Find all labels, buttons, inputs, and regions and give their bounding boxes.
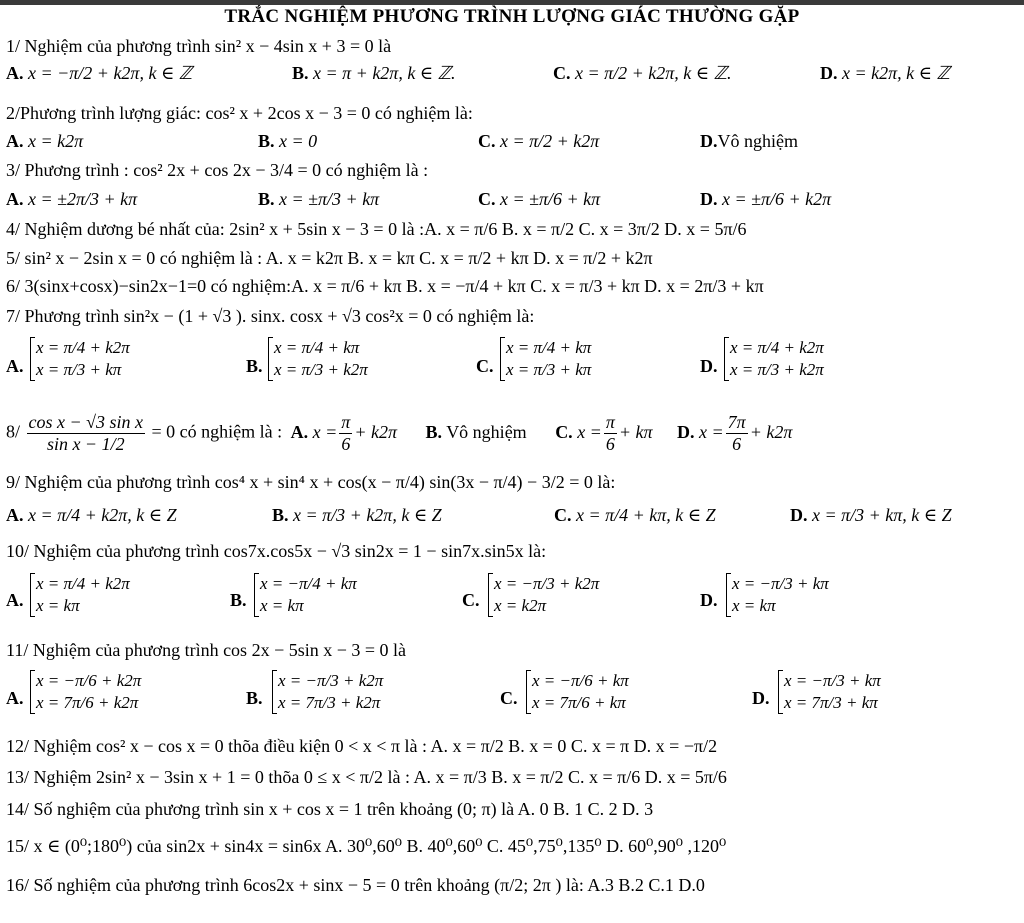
question-10-option-c[interactable]: x = −π/3 + k2π x = k2π [488,573,599,617]
top-border [0,0,1024,5]
question-1-option-c[interactable]: C. x = π/2 + k2π, k ∈ ℤ. [553,63,732,83]
question-3-option-d[interactable]: D. x = ±π/6 + k2π [700,189,832,209]
question-7-option-d[interactable]: x = π/4 + k2π x = π/3 + k2π [724,337,824,381]
question-9-stem: 9/ Nghiệm của phương trình cos⁴ x + sin⁴ x + cos(x − π/4) sin(3x − π/4) − 3/2 = 0 là: [6,472,616,492]
question-1-option-b[interactable]: B. x = π + k2π, k ∈ ℤ. [292,63,456,83]
question-8-option-d[interactable]: D. x = $\frac{7\pi}{6}$ + k2π [677,412,793,454]
question-8-option-b[interactable]: B. Vô nghiệm [425,421,527,442]
question-11-option-d-label[interactable]: D. [752,688,770,708]
question-7-stem: 7/ Phương trình sin²x − (1 + √3 ). sinx. cosx + √3 cos²x = 0 có nghiệm là: [6,306,535,326]
question-8-option-c[interactable]: C. x = $\frac{\pi}{6}$ + kπ [555,412,653,454]
question-2-option-c[interactable]: C. x = π/2 + k2π [478,131,600,151]
question-2-option-a[interactable]: A. x = k2π [6,131,84,151]
question-8-fraction: $\frac{\text{cos x − √3 sin x}}{\text{sin x − 1/2}}$ [28,412,144,454]
page-title: TRẮC NGHIỆM PHƯƠNG TRÌNH LƯỢNG GIÁC THƯỜNG GẶP [224,6,800,27]
question-11-option-d[interactable]: x = −π/3 + kπ x = 7π/3 + kπ [778,670,881,714]
question-3-stem: 3/ Phương trình : cos² 2x + cos 2x − 3/4 = 0 có nghiệm là : [6,160,429,180]
question-2-option-b[interactable]: B. x = 0 [258,131,318,151]
question-11-option-b-label[interactable]: B. [246,688,263,708]
question-11-option-b[interactable]: x = −π/3 + k2π x = 7π/3 + k2π [272,670,383,714]
question-13: 13/ Nghiệm 2sin² x − 3sin x + 1 = 0 thõa 0 ≤ x < π/2 là : A. x = π/3 B. x = π/2 C. x = π/6 D. x = 5π/6 [6,767,727,787]
question-14: 14/ Số nghiệm của phương trình sin x + cos x = 1 trên khoảng (0; π) là A. 0 B. 1 C. 2 D. 3 [6,799,654,819]
question-1-stem: 1/ Nghiệm của phương trình sin² x − 4sin x + 3 = 0 là [6,36,392,56]
question-1-option-d[interactable]: D. x = k2π, k ∈ ℤ [820,63,950,83]
question-7-option-b-label[interactable]: B. [246,356,263,376]
question-10-option-a[interactable]: x = π/4 + k2π x = kπ [30,573,130,617]
question-11-option-c-label[interactable]: C. [500,688,518,708]
question-10-option-c-label[interactable]: C. [462,590,480,610]
question-2-stem: 2/Phương trình lượng giác: cos² x + 2cos x − 3 = 0 có nghiệm là: [6,103,473,123]
question-7-option-c[interactable]: x = π/4 + kπ x = π/3 + kπ [500,337,591,381]
question-10-option-a-label[interactable]: A. [6,590,24,610]
question-5: 5/ sin² x − 2sin x = 0 có nghiệm là : A. x = k2π B. x = kπ C. x = π/2 + kπ D. x = π/2 + k2π [6,248,653,268]
question-8-option-a[interactable]: A. x = $\frac{\pi}{6}$ + k2π [290,412,397,454]
question-7-option-d-label[interactable]: D. [700,356,718,376]
question-16: 16/ Số nghiệm của phương trình 6cos2x + sinx − 5 = 0 trên khoảng (π/2; 2π ) là: A.3 B.2 C.1 D.0 [6,875,705,895]
question-1-option-a[interactable]: A. x = −π/2 + k2π, k ∈ ℤ [6,63,193,83]
question-3-option-b[interactable]: B. x = ±π/3 + kπ [258,189,380,209]
question-11-option-a[interactable]: x = −π/6 + k2π x = 7π/6 + k2π [30,670,141,714]
question-10-stem: 10/ Nghiệm của phương trình cos7x.cos5x − √3 sin2x = 1 − sin7x.sin5x là: [6,541,547,561]
question-3-option-a[interactable]: A. x = ±2π/3 + kπ [6,189,138,209]
question-10-option-d[interactable]: x = −π/3 + kπ x = kπ [726,573,829,617]
question-7-option-a-label[interactable]: A. [6,356,24,376]
question-12: 12/ Nghiệm cos² x − cos x = 0 thõa điều kiện 0 < x < π là : A. x = π/2 B. x = 0 C. x = π D. x = −π/2 [6,736,718,756]
question-7-option-a[interactable]: x = π/4 + k2π x = π/3 + kπ [30,337,130,381]
question-11-stem: 11/ Nghiệm của phương trình cos 2x − 5sin x − 3 = 0 là [6,640,407,660]
question-11-option-c[interactable]: x = −π/6 + kπ x = 7π/6 + kπ [526,670,629,714]
question-9-option-a[interactable]: A. x = π/4 + k2π, k ∈ Z [6,505,177,525]
question-9-option-d[interactable]: D. x = π/3 + kπ, k ∈ Z [790,505,952,525]
question-15: 15/ x ∈ (0⁰;180⁰) của sin2x + sin4x = sin6x A. 30⁰,60⁰ B. 40⁰,60⁰ C. 45⁰,75⁰,135⁰ D. 60⁰,90⁰ ,120⁰ [6,836,727,856]
question-6: 6/ 3(sinx+cosx)−sin2x−1=0 có nghiệm:A. x = π/6 + kπ B. x = −π/4 + kπ C. x = π/3 + kπ D. x = 2π/3 + kπ [6,276,764,296]
question-3-option-c[interactable]: C. x = ±π/6 + kπ [478,189,601,209]
question-2-option-d[interactable]: D.Vô nghiệm [700,131,798,151]
question-4: 4/ Nghiệm dương bé nhất của: 2sin² x + 5sin x − 3 = 0 là :A. x = π/6 B. x = π/2 C. x = 3π/2 D. x = 5π/6 [6,219,747,239]
question-7-option-b[interactable]: x = π/4 + kπ x = π/3 + k2π [268,337,368,381]
question-7-option-c-label[interactable]: C. [476,356,494,376]
question-9-option-b[interactable]: B. x = π/3 + k2π, k ∈ Z [272,505,442,525]
question-10-option-b-label[interactable]: B. [230,590,247,610]
question-9-option-c[interactable]: C. x = π/4 + kπ, k ∈ Z [554,505,716,525]
question-10-option-b[interactable]: x = −π/4 + kπ x = kπ [254,573,357,617]
question-10-option-d-label[interactable]: D. [700,590,718,610]
question-11-option-a-label[interactable]: A. [6,688,24,708]
question-8: 8/ $\frac{\text{cos x − √3 sin x}}{\text{sin x − 1/2}}$ = 0 có nghiệm là : A. x = $\frac{\pi}{6}$ + k2π B. Vô nghiệm C. x = $\frac{\pi}{6}$ + kπ D. x = $\frac{7\pi}{6}$ + k2π [6,412,793,454]
